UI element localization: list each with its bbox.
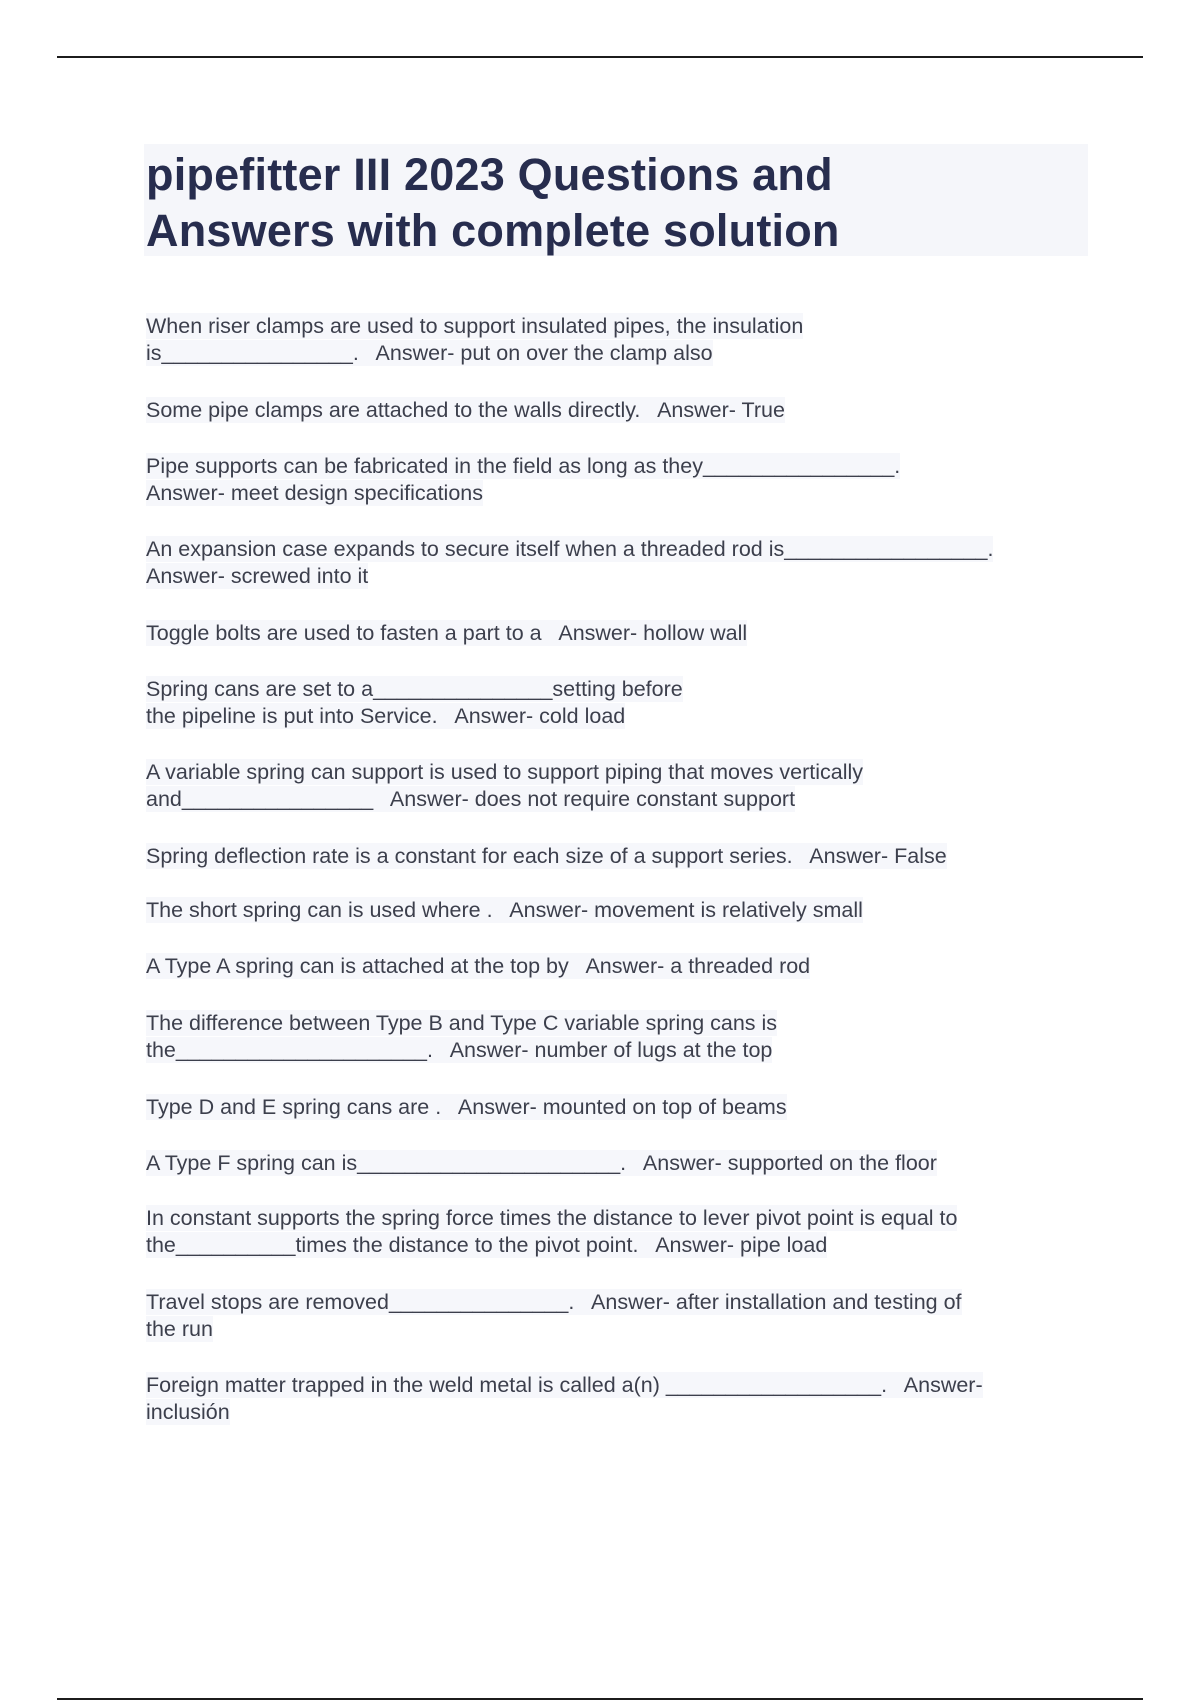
qa-item-3-line-2: Answer- meet design specifications bbox=[146, 481, 483, 505]
qa-item-8-line-1: Spring deflection rate is a constant for each size of a support series. Answer- False bbox=[146, 844, 947, 868]
qa-item-6-line-1: Spring cans are set to a_______________setting before bbox=[146, 677, 683, 701]
title-line-2: Answers with complete solution bbox=[146, 205, 840, 256]
qa-item-12 bbox=[146, 1094, 787, 1121]
qa-item-5-line-1: Toggle bolts are used to fasten a part to a Answer- hollow wall bbox=[146, 621, 748, 645]
title-line-1: pipefitter III 2023 Questions and bbox=[146, 149, 833, 200]
qa-item-3 bbox=[146, 453, 900, 507]
qa-item-1 bbox=[146, 313, 803, 367]
qa-item-10 bbox=[146, 953, 810, 980]
qa-item-7 bbox=[146, 759, 863, 813]
qa-item-14 bbox=[146, 1205, 957, 1259]
qa-item-4-line-2: Answer- screwed into it bbox=[146, 564, 369, 588]
document-title bbox=[146, 147, 1076, 259]
qa-item-15 bbox=[146, 1289, 962, 1343]
qa-item-13 bbox=[146, 1150, 937, 1177]
qa-item-15-line-2: the run bbox=[146, 1317, 213, 1341]
qa-item-13-line-1: A Type F spring can is______________________. Answer- supported on the floor bbox=[146, 1151, 937, 1175]
qa-item-14-line-1: In constant supports the spring force times the distance to lever pivot point is equal to bbox=[146, 1206, 958, 1230]
qa-item-16 bbox=[146, 1372, 983, 1426]
qa-item-5 bbox=[146, 620, 747, 647]
qa-item-11 bbox=[146, 1010, 777, 1064]
qa-item-7-line-2: and________________ Answer- does not require constant support bbox=[146, 787, 796, 811]
qa-item-9-line-1: The short spring can is used where . Answer- movement is relatively small bbox=[146, 898, 863, 922]
qa-item-10-line-1: A Type A spring can is attached at the top by Answer- a threaded rod bbox=[146, 954, 811, 978]
qa-item-2 bbox=[146, 397, 785, 424]
header-rule bbox=[57, 56, 1143, 58]
qa-item-15-line-1: Travel stops are removed_______________. Answer- after installation and testing of bbox=[146, 1290, 962, 1314]
qa-item-2-line-1: Some pipe clamps are attached to the walls directly. Answer- True bbox=[146, 398, 785, 422]
qa-item-6 bbox=[146, 676, 683, 730]
qa-item-8 bbox=[146, 843, 947, 870]
qa-item-16-line-1: Foreign matter trapped in the weld metal is called a(n) __________________. Answer- bbox=[146, 1373, 983, 1397]
qa-item-1-line-2: is________________. Answer- put on over the clamp also bbox=[146, 341, 713, 365]
qa-item-12-line-1: Type D and E spring cans are . Answer- mounted on top of beams bbox=[146, 1095, 787, 1119]
qa-item-11-line-2: the_____________________. Answer- number of lugs at the top bbox=[146, 1038, 773, 1062]
qa-item-1-line-1: When riser clamps are used to support insulated pipes, the insulation bbox=[146, 314, 804, 338]
qa-item-9 bbox=[146, 897, 863, 924]
qa-item-6-line-2: the pipeline is put into Service. Answer- cold load bbox=[146, 704, 626, 728]
qa-item-14-line-2: the__________times the distance to the pivot point. Answer- pipe load bbox=[146, 1233, 828, 1257]
qa-item-11-line-1: The difference between Type B and Type C variable spring cans is bbox=[146, 1011, 778, 1035]
qa-item-4 bbox=[146, 536, 993, 590]
qa-item-16-line-2: inclusión bbox=[146, 1400, 230, 1424]
qa-item-3-line-1: Pipe supports can be fabricated in the field as long as they________________. bbox=[146, 454, 901, 478]
qa-item-4-line-1: An expansion case expands to secure itself when a threaded rod is_________________. bbox=[146, 537, 994, 561]
qa-item-7-line-1: A variable spring can support is used to support piping that moves vertically bbox=[146, 760, 864, 784]
